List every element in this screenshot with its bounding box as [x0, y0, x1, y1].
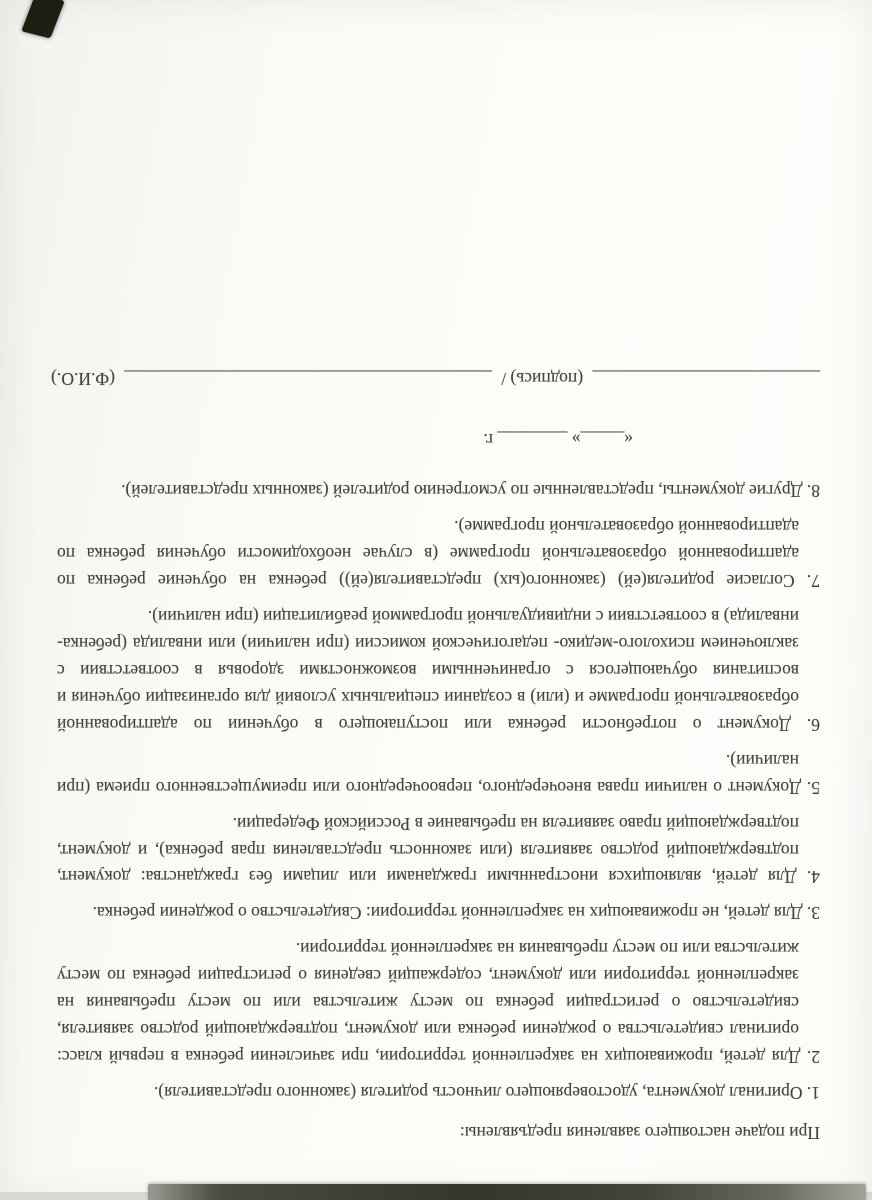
list-item-7: 7. Согласие родителя(ей) (законного(ых) представителя(ей)) ребенка на обучение ребенка по адаптированной образовательной программе (в случае необходимости обучения ребенка по адаптированной образовательной программе).: [57, 517, 820, 592]
list-item-1: 1. Оригинал документа, удостоверяющего личность родителя (законного представителя).: [153, 1083, 820, 1104]
list-item-6: 6. Документ о потребности ребенка или поступающего в обучении по адаптированной образовательной программе и (или) в создании специальных условий для организации обучения и воспитания обучающегося с ограниченными возможностями здоровья в соответствии с заключением психолого-медико- педагогической комиссии (при наличии) или инвалида (ребенка-инвалида) в соответствии с индивидуальной программой реабилитации (при наличии).: [57, 607, 820, 735]
list-item-8: 8. Другие документы, представленные по усмотрению родителей (законных представителей).: [121, 481, 820, 502]
scan-bottom-shadow-strip: [148, 1184, 866, 1200]
date-line: «_____» ________ г.: [483, 430, 633, 451]
list-item-5: 5. Документ о наличии права внеочередного, первоочередного или преимущественного приема (при наличии).: [57, 750, 820, 798]
list-item-3: 3. Для детей, не проживающих на закрепленной территории: Свидетельство о рождении ребенка.: [92, 903, 820, 924]
fio-blank: __________________________________________: [124, 369, 492, 390]
document-title: При подаче настоящего заявления предъявлены:: [459, 1123, 820, 1143]
list-item-4: 4. Для детей, являющихся иностранными гражданами или лицами без гражданства: документ, подтверждающий родство заявителя (или законность представления прав ребенка), и документ, подтверждающий право заявителя на пребывание в Российской Федерации.: [57, 813, 820, 888]
signature-fio-label: (Ф.И.О.): [51, 369, 115, 390]
signature-podpis-label: (подпись) /: [501, 369, 584, 390]
signature-blank: __________________________: [592, 369, 820, 390]
signature-line: [51, 366, 820, 393]
list-item-2: 2. Для детей, проживающих на закрепленной территории, при зачислении ребенка в первый класс: оригинал свидетельства о рождении ребенка или документ, подтверждающий родство заявителя, свидетельство о регистрации ребенка по месту жительства или по месту пребывания на закрепленной территории или документ, содержащий сведения о регистрации ребенка по месту жительства или по месту пребывания на закрепленной территории.: [57, 939, 820, 1068]
